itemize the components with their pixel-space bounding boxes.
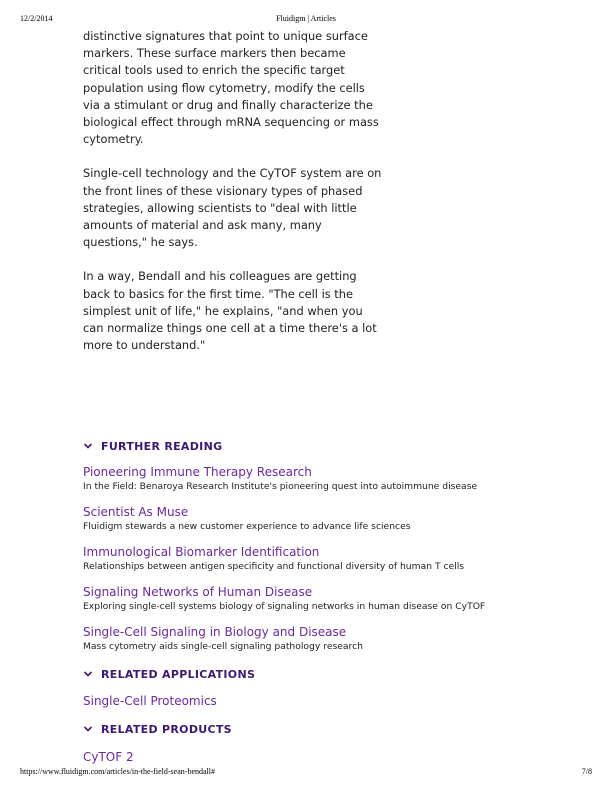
article-paragraph: Single-cell technology and the CyTOF system are on the front lines of these visionary types of phased strategies, allowing scientists to "deal with little amounts of material and ask many, many questions," he says. bbox=[83, 166, 382, 250]
further-reading-desc: Fluidigm stewards a new customer experience to advance life sciences bbox=[83, 521, 411, 532]
further-reading-link[interactable]: Immunological Biomarker Identification bbox=[83, 545, 320, 559]
further-reading-link[interactable]: Scientist As Muse bbox=[83, 505, 189, 519]
further-reading-desc: Exploring single-cell systems biology of signaling networks in human disease on CyTOF bbox=[83, 601, 486, 612]
list-item bbox=[83, 464, 583, 494]
further-reading-toggle[interactable] bbox=[83, 438, 583, 454]
further-reading-link[interactable]: Single-Cell Signaling in Biology and Disease bbox=[83, 625, 347, 639]
chevron-down-icon bbox=[83, 441, 93, 451]
list-item bbox=[83, 624, 583, 654]
print-footer bbox=[20, 767, 592, 779]
list-item bbox=[83, 584, 583, 614]
related-applications-toggle[interactable] bbox=[83, 666, 583, 682]
article-body bbox=[83, 28, 383, 371]
print-header bbox=[20, 14, 592, 26]
further-reading-desc: Relationships between antigen specificity and functional diversity of human T cells bbox=[83, 561, 465, 572]
print-date: 12/2/2014 bbox=[20, 14, 53, 23]
print-page-title: Fluidigm | Articles bbox=[276, 14, 336, 23]
page-number: 7/8 bbox=[581, 767, 592, 776]
chevron-down-icon bbox=[83, 669, 93, 679]
further-reading-desc: In the Field: Benaroya Research Institute's pioneering quest into autoimmune disease bbox=[83, 481, 478, 492]
article-paragraph: distinctive signatures that point to unique surface markers. These surface markers then became critical tools used to enrich the specific target population using flow cytometry, modify the cells via a stimulant or drug and finally characterize the biological effect through mRNA sequencing or mass cytometry. bbox=[83, 29, 379, 147]
related-products-toggle[interactable] bbox=[83, 721, 583, 737]
related-product-link[interactable]: CyTOF 2 bbox=[83, 750, 134, 764]
list-item bbox=[83, 749, 583, 765]
list-item bbox=[83, 504, 583, 534]
related-application-link[interactable]: Single-Cell Proteomics bbox=[83, 694, 217, 708]
list-item bbox=[83, 544, 583, 574]
further-reading-link[interactable]: Signaling Networks of Human Disease bbox=[83, 585, 313, 599]
print-url: https://www.fluidigm.com/articles/in-the-field-sean-bendall# bbox=[20, 767, 215, 776]
list-item bbox=[83, 693, 583, 709]
related-applications-heading: RELATED APPLICATIONS bbox=[101, 667, 256, 681]
article-paragraph: In a way, Bendall and his colleagues are getting back to basics for the first time. "The cell is the simplest unit of life," he explains, "and when you can normalize things one cell at a time there's a lot more to understand." bbox=[83, 269, 377, 353]
related-products-heading: RELATED PRODUCTS bbox=[101, 722, 232, 736]
further-reading-heading: FURTHER READING bbox=[101, 439, 223, 453]
further-reading-link[interactable]: Pioneering Immune Therapy Research bbox=[83, 465, 312, 479]
chevron-down-icon bbox=[83, 724, 93, 734]
further-reading-desc: Mass cytometry aids single-cell signaling pathology research bbox=[83, 641, 363, 652]
related-content bbox=[83, 438, 583, 765]
